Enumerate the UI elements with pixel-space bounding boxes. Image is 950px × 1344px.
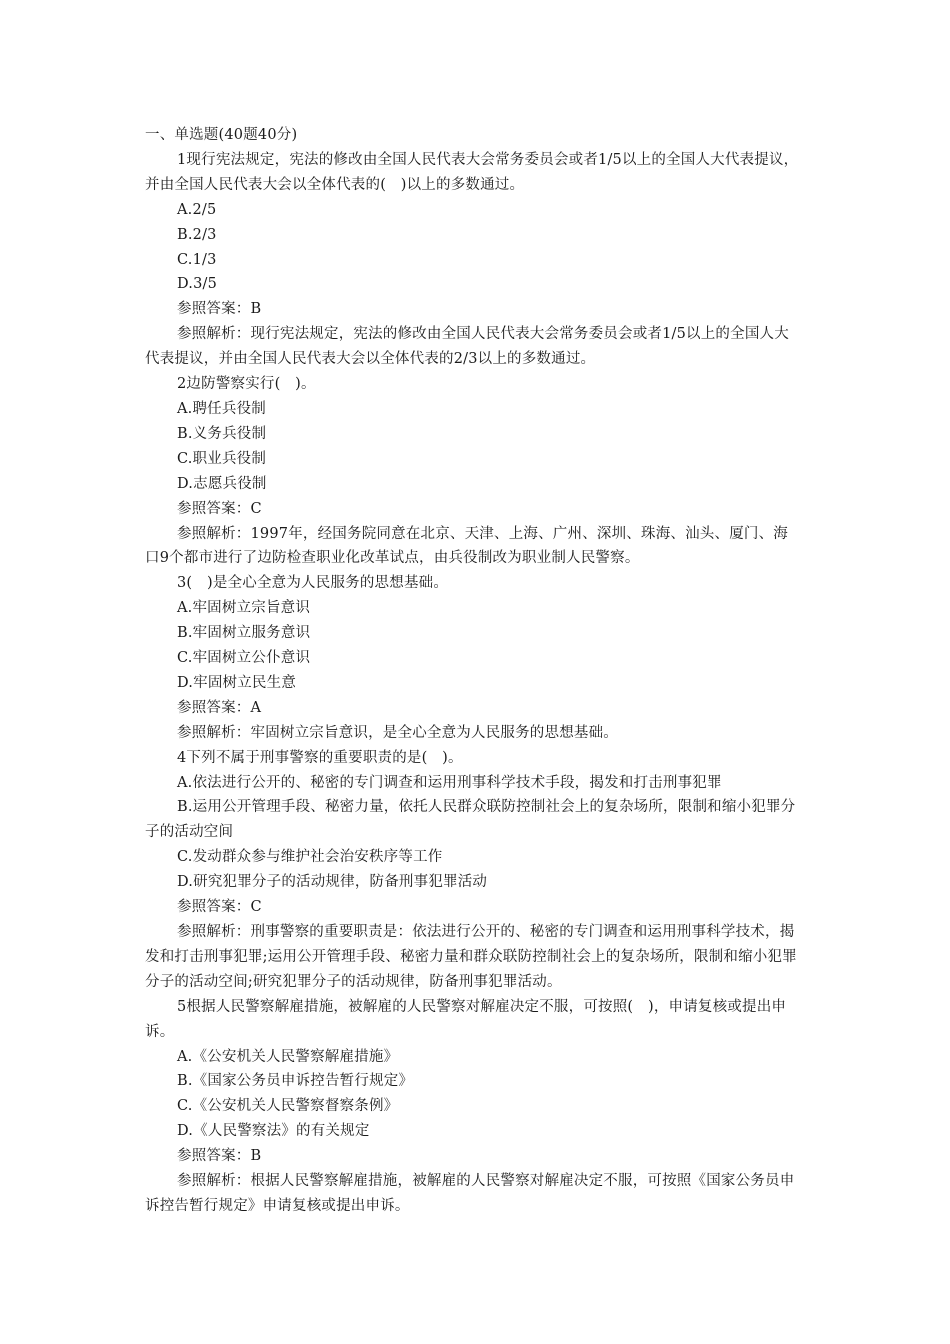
option-a: A.依法进行公开的、秘密的专门调查和运用刑事科学技术手段，揭发和打击刑事犯罪 [177,774,722,791]
option-b: B.义务兵役制 [177,425,267,442]
section-title: 一、单选题(40题40分) [145,127,298,143]
option-c: C.发动群众参与维护社会治安秩序等工作 [177,849,443,866]
answer-text: 参照答案：C [177,500,262,517]
question-block [145,148,800,372]
question-stem: 3( )是全心全意为人民服务的思想基础。 [177,575,449,592]
option-a: A.牢固树立宗旨意识 [177,600,311,617]
option-b: B.《国家公务员申诉控告暂行规定》 [177,1073,414,1090]
option-c: C.《公安机关人民警察督察条例》 [177,1098,399,1115]
document-page [145,123,800,1219]
answer-text: 参照答案：B [177,1148,262,1165]
question-block [145,571,800,745]
analysis-text: 参照解析：根据人民警察解雇措施，被解雇的人民警察对解雇决定不服，可按照《国家公务员申诉控告暂行规定》申请复核或提出申诉。 [145,1173,795,1214]
answer-text: 参照答案：A [177,699,262,716]
option-b: B.2/3 [177,226,217,243]
question-stem: 2边防警察实行( )。 [177,376,316,393]
option-c: C.1/3 [177,251,217,268]
answer-text: 参照答案：B [177,301,262,318]
option-b: B.牢固树立服务意识 [177,625,311,642]
option-a: A.聘任兵役制 [177,400,266,417]
question-stem: 5根据人民警察解雇措施，被解雇的人民警察对解雇决定不服，可按照( )，申请复核或提出申诉。 [145,998,787,1040]
option-d: D.3/5 [177,276,218,293]
option-c: C.牢固树立公仆意识 [177,650,311,667]
option-a: A.《公安机关人民警察解雇措施》 [177,1048,399,1065]
option-d: D.志愿兵役制 [177,475,267,492]
analysis-text: 参照解析：1997年，经国务院同意在北京、天津、上海、广州、深圳、珠海、汕头、厦门、海口9个都市进行了边防检查职业化改革试点，由兵役制改为职业制人民警察。 [145,525,788,567]
answer-text: 参照答案：C [177,899,262,916]
option-b: B.运用公开管理手段、秘密力量，依托人民群众联防控制社会上的复杂场所，限制和缩小犯罪分子的活动空间 [145,799,796,841]
option-d: D.牢固树立民生意 [177,674,297,691]
question-block [145,746,800,995]
question-stem: 1现行宪法规定，宪法的修改由全国人民代表大会常务委员会或者1/5以上的全国人大代表提议，并由全国人民代表大会以全体代表的( )以上的多数通过。 [145,151,799,193]
analysis-text: 参照解析：现行宪法规定，宪法的修改由全国人民代表大会常务委员会或者1/5以上的全国人大代表提议，并由全国人民代表大会以全体代表的2/3以上的多数通过。 [145,326,789,368]
option-d: D.研究犯罪分子的活动规律，防备刑事犯罪活动 [177,874,488,891]
analysis-text: 参照解析：刑事警察的重要职责是：依法进行公开的、秘密的专门调查和运用刑事科学技术，揭发和打击刑事犯罪;运用公开管理手段、秘密力量和群众联防控制社会上的复杂场所，限制和缩小犯罪分子的活动空间;研究犯罪分子的活动规律，防备刑事犯罪活动。 [145,924,797,990]
question-stem: 4下列不属于刑事警察的重要职责的是( )。 [177,749,463,766]
question-block [145,995,800,1219]
option-c: C.职业兵役制 [177,450,267,467]
analysis-text: 参照解析：牢固树立宗旨意识，是全心全意为人民服务的思想基础。 [177,724,618,741]
question-block [145,372,800,571]
option-a: A.2/5 [177,201,217,218]
option-d: D.《人民警察法》的有关规定 [177,1123,370,1140]
